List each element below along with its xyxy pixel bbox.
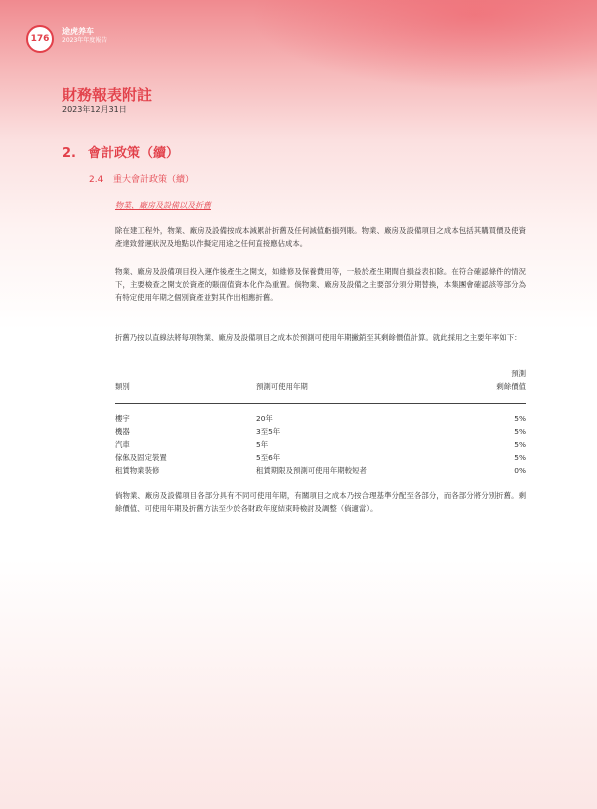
cell-residual: 5% (514, 427, 526, 436)
table-row (115, 451, 526, 464)
header-decoration (250, 0, 597, 90)
paragraph-depreciation: 折舊乃按以直線法將每項物業、廠房及設備項目之成本於預測可使用年期撇銷至其剩餘價值計算。就此採用之主要年率如下： (115, 333, 522, 342)
table-row (115, 412, 526, 425)
heading-accounting-policies (62, 142, 179, 161)
subheading-material-policies (89, 172, 194, 185)
cell-residual: 5% (514, 453, 526, 462)
cell-category: 汽車 (115, 440, 130, 449)
column-header-residual (496, 367, 526, 393)
table-header (115, 367, 526, 404)
table-row (115, 464, 526, 477)
cell-useful-life: 5年 (256, 440, 269, 449)
cell-category: 機器 (115, 427, 130, 436)
cell-useful-life: 租賃期限及預測可使用年期較短者 (256, 466, 367, 475)
table-row (115, 438, 526, 451)
paragraph-components: 倘物業、廠房及設備項目各部分具有不同可使用年期，有關項目之成本乃按合理基準分配至各部分，而各部分將分別折舊。剩餘價值、可使用年期及折舊方法至少於各財政年度結束時檢討及調整（倘適當）。 (115, 491, 526, 513)
company-name: 途虎养车 (62, 27, 94, 36)
paragraph-expenditure: 物業、廠房及設備項目投入運作後產生之開支，如維修及保養費用等，一般於產生期間自損益表扣除。在符合確認條件的情況下，主要檢查之開支於資產的賬面值資本化作為重置。倘物業、廠房及設備之主要部分須分期替換，本集團會確認該等部分為有特定使用年期之個別資產並對其作出相應折舊。 (115, 267, 526, 302)
cell-useful-life: 3至5年 (256, 427, 281, 436)
heading-number: 2. (62, 146, 76, 161)
cell-residual: 0% (514, 466, 526, 475)
cell-residual: 5% (514, 414, 526, 423)
cell-useful-life: 5至6年 (256, 453, 281, 462)
section-title: 財務報表附註 (62, 86, 153, 104)
heading-text: 會計政策（續） (88, 146, 180, 161)
page-number-badge: 176 (26, 25, 54, 53)
report-title: 2023年年度報告 (62, 37, 108, 44)
cell-category: 傢俬及固定裝置 (115, 453, 167, 462)
topic-heading: 物業、廠房及設備以及折舊 (115, 201, 211, 210)
column-header-useful-life: 預測可使用年期 (256, 382, 308, 391)
column-header-category: 類別 (115, 382, 130, 391)
residual-header-line2: 剩餘價值 (496, 382, 526, 391)
subheading-number: 2.4 (89, 175, 104, 185)
paragraph-cost: 除在建工程外，物業、廠房及設備按成本減累計折舊及任何減值虧損列賬。物業、廠房及設備項目之成本包括其購買價及使資產達致營運狀況及地點以作擬定用途之任何直接應佔成本。 (115, 226, 526, 248)
section-date: 2023年12月31日 (62, 105, 127, 114)
cell-category: 租賃物業裝修 (115, 466, 160, 475)
cell-residual: 5% (514, 440, 526, 449)
residual-header-line1: 預測 (511, 369, 526, 378)
table-body (115, 412, 526, 477)
cell-category: 樓宇 (115, 414, 130, 423)
table-row (115, 425, 526, 438)
subheading-text: 重大會計政策（續） (113, 175, 195, 185)
cell-useful-life: 20年 (256, 414, 273, 423)
depreciation-rate-table (115, 367, 526, 477)
